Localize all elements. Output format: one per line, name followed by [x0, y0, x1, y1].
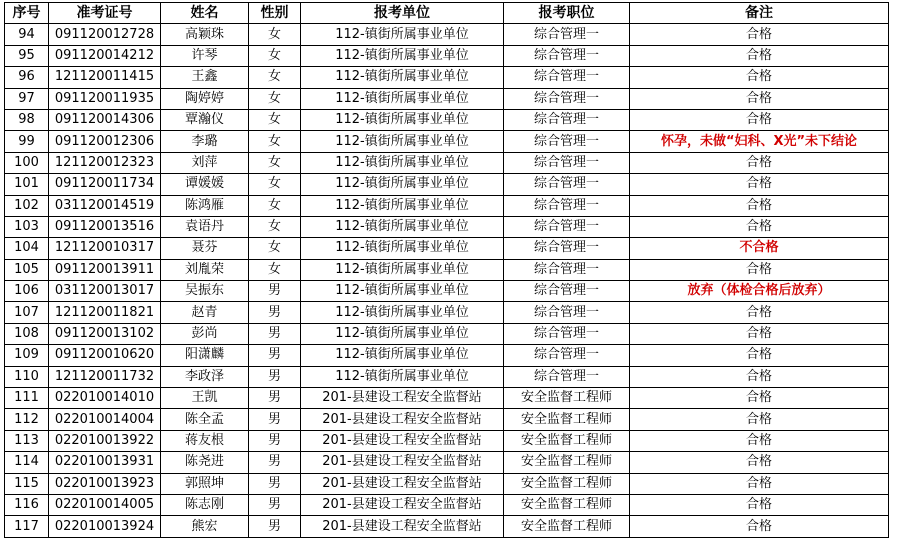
- cell-exam-id: 022010013931: [49, 452, 161, 473]
- cell-name: 陈全孟: [161, 409, 249, 430]
- cell-name: 赵青: [161, 302, 249, 323]
- cell-no: 101: [5, 174, 49, 195]
- table-row: [5, 473, 889, 494]
- cell-unit: 112-镇街所属事业单位: [301, 345, 504, 366]
- cell-gender: 女: [249, 67, 301, 88]
- cell-exam-id: 121120011415: [49, 67, 161, 88]
- table-row: [5, 109, 889, 130]
- cell-unit: 112-镇街所属事业单位: [301, 88, 504, 109]
- cell-gender: 女: [249, 195, 301, 216]
- header-gender: 性别: [249, 3, 301, 24]
- cell-remark: 合格: [630, 152, 889, 173]
- cell-unit: 112-镇街所属事业单位: [301, 67, 504, 88]
- cell-remark: 合格: [630, 366, 889, 387]
- cell-gender: 女: [249, 45, 301, 66]
- cell-no: 95: [5, 45, 49, 66]
- cell-unit: 112-镇街所属事业单位: [301, 302, 504, 323]
- cell-exam-id: 091120011734: [49, 174, 161, 195]
- cell-name: 阳潇麟: [161, 345, 249, 366]
- cell-name: 聂芬: [161, 238, 249, 259]
- cell-exam-id: 031120014519: [49, 195, 161, 216]
- cell-no: 106: [5, 281, 49, 302]
- cell-exam-id: 091120010620: [49, 345, 161, 366]
- cell-gender: 男: [249, 452, 301, 473]
- cell-remark: 合格: [630, 516, 889, 537]
- table-row: [5, 281, 889, 302]
- cell-position: 综合管理一: [504, 152, 630, 173]
- cell-gender: 男: [249, 516, 301, 537]
- cell-position: 安全监督工程师: [504, 388, 630, 409]
- cell-no: 108: [5, 323, 49, 344]
- table-row: [5, 323, 889, 344]
- cell-name: 覃瀚仪: [161, 109, 249, 130]
- cell-remark: 合格: [630, 195, 889, 216]
- cell-unit: 112-镇街所属事业单位: [301, 259, 504, 280]
- table-row: [5, 516, 889, 537]
- table-row: [5, 45, 889, 66]
- table-row: [5, 494, 889, 515]
- cell-position: 综合管理一: [504, 302, 630, 323]
- table-body: [5, 24, 889, 537]
- cell-unit: 201-县建设工程安全监督站: [301, 452, 504, 473]
- cell-unit: 112-镇街所属事业单位: [301, 131, 504, 152]
- cell-remark: 合格: [630, 67, 889, 88]
- header-exam-id: 准考证号: [49, 3, 161, 24]
- cell-name: 熊宏: [161, 516, 249, 537]
- cell-position: 安全监督工程师: [504, 452, 630, 473]
- table-row: [5, 152, 889, 173]
- cell-gender: 女: [249, 131, 301, 152]
- cell-exam-id: 091120014212: [49, 45, 161, 66]
- cell-remark: 怀孕，未做“妇科、X光”未下结论: [630, 131, 889, 152]
- cell-name: 陈尧进: [161, 452, 249, 473]
- cell-unit: 112-镇街所属事业单位: [301, 281, 504, 302]
- cell-exam-id: 091120013516: [49, 216, 161, 237]
- cell-exam-id: 121120012323: [49, 152, 161, 173]
- cell-no: 110: [5, 366, 49, 387]
- table-row: [5, 24, 889, 45]
- table-row: [5, 345, 889, 366]
- cell-gender: 女: [249, 216, 301, 237]
- cell-gender: 男: [249, 345, 301, 366]
- cell-no: 105: [5, 259, 49, 280]
- cell-no: 113: [5, 430, 49, 451]
- cell-unit: 201-县建设工程安全监督站: [301, 388, 504, 409]
- cell-position: 综合管理一: [504, 238, 630, 259]
- cell-unit: 112-镇街所属事业单位: [301, 238, 504, 259]
- table-row: [5, 409, 889, 430]
- cell-unit: 112-镇街所属事业单位: [301, 366, 504, 387]
- table-row: [5, 388, 889, 409]
- cell-position: 综合管理一: [504, 345, 630, 366]
- cell-remark: 合格: [630, 259, 889, 280]
- cell-gender: 女: [249, 109, 301, 130]
- cell-position: 安全监督工程师: [504, 494, 630, 515]
- cell-position: 综合管理一: [504, 131, 630, 152]
- cell-gender: 男: [249, 388, 301, 409]
- cell-position: 安全监督工程师: [504, 516, 630, 537]
- cell-no: 109: [5, 345, 49, 366]
- cell-remark: 合格: [630, 473, 889, 494]
- cell-unit: 112-镇街所属事业单位: [301, 195, 504, 216]
- cell-remark: 合格: [630, 323, 889, 344]
- results-table: [4, 2, 889, 538]
- cell-remark: 合格: [630, 109, 889, 130]
- cell-remark: 合格: [630, 216, 889, 237]
- cell-name: 刘胤荣: [161, 259, 249, 280]
- cell-gender: 女: [249, 88, 301, 109]
- cell-unit: 112-镇街所属事业单位: [301, 216, 504, 237]
- cell-position: 综合管理一: [504, 216, 630, 237]
- cell-position: 安全监督工程师: [504, 409, 630, 430]
- cell-gender: 男: [249, 323, 301, 344]
- table-row: [5, 88, 889, 109]
- cell-unit: 201-县建设工程安全监督站: [301, 409, 504, 430]
- header-remark: 备注: [630, 3, 889, 24]
- table-row: [5, 174, 889, 195]
- cell-name: 袁语丹: [161, 216, 249, 237]
- cell-gender: 男: [249, 281, 301, 302]
- cell-remark: 合格: [630, 452, 889, 473]
- cell-exam-id: 022010014010: [49, 388, 161, 409]
- table-row: [5, 131, 889, 152]
- cell-no: 112: [5, 409, 49, 430]
- cell-remark: 合格: [630, 302, 889, 323]
- cell-exam-id: 091120011935: [49, 88, 161, 109]
- cell-unit: 201-县建设工程安全监督站: [301, 473, 504, 494]
- table-row: [5, 452, 889, 473]
- table-row: [5, 259, 889, 280]
- cell-name: 郭照坤: [161, 473, 249, 494]
- cell-exam-id: 022010013923: [49, 473, 161, 494]
- header-no: 序号: [5, 3, 49, 24]
- header-unit: 报考单位: [301, 3, 504, 24]
- cell-gender: 男: [249, 430, 301, 451]
- cell-name: 许琴: [161, 45, 249, 66]
- cell-gender: 女: [249, 152, 301, 173]
- cell-gender: 女: [249, 259, 301, 280]
- cell-remark: 合格: [630, 24, 889, 45]
- cell-name: 蒋友根: [161, 430, 249, 451]
- cell-remark: 合格: [630, 494, 889, 515]
- cell-gender: 男: [249, 302, 301, 323]
- cell-position: 安全监督工程师: [504, 430, 630, 451]
- cell-unit: 201-县建设工程安全监督站: [301, 494, 504, 515]
- header-name: 姓名: [161, 3, 249, 24]
- cell-no: 117: [5, 516, 49, 537]
- cell-remark: 放弃（体检合格后放弃）: [630, 281, 889, 302]
- cell-name: 谭媛媛: [161, 174, 249, 195]
- results-sheet: [4, 2, 889, 538]
- cell-remark: 合格: [630, 430, 889, 451]
- table-row: [5, 302, 889, 323]
- cell-name: 彭尚: [161, 323, 249, 344]
- cell-name: 李璐: [161, 131, 249, 152]
- cell-no: 104: [5, 238, 49, 259]
- cell-gender: 女: [249, 24, 301, 45]
- cell-no: 114: [5, 452, 49, 473]
- cell-no: 100: [5, 152, 49, 173]
- cell-no: 96: [5, 67, 49, 88]
- cell-remark: 合格: [630, 409, 889, 430]
- cell-no: 116: [5, 494, 49, 515]
- cell-remark: 不合格: [630, 238, 889, 259]
- cell-exam-id: 031120013017: [49, 281, 161, 302]
- cell-unit: 112-镇街所属事业单位: [301, 24, 504, 45]
- cell-name: 李政泽: [161, 366, 249, 387]
- cell-name: 吴振东: [161, 281, 249, 302]
- cell-no: 97: [5, 88, 49, 109]
- cell-name: 王鑫: [161, 67, 249, 88]
- cell-unit: 112-镇街所属事业单位: [301, 174, 504, 195]
- header-row: [5, 3, 889, 24]
- cell-gender: 女: [249, 238, 301, 259]
- cell-exam-id: 022010013922: [49, 430, 161, 451]
- cell-remark: 合格: [630, 345, 889, 366]
- cell-exam-id: 022010014004: [49, 409, 161, 430]
- cell-position: 综合管理一: [504, 174, 630, 195]
- cell-position: 综合管理一: [504, 109, 630, 130]
- cell-exam-id: 121120010317: [49, 238, 161, 259]
- cell-exam-id: 091120012306: [49, 131, 161, 152]
- cell-gender: 男: [249, 366, 301, 387]
- cell-name: 高颖珠: [161, 24, 249, 45]
- cell-exam-id: 091120012728: [49, 24, 161, 45]
- table-row: [5, 238, 889, 259]
- cell-position: 综合管理一: [504, 24, 630, 45]
- cell-no: 99: [5, 131, 49, 152]
- cell-position: 综合管理一: [504, 259, 630, 280]
- cell-no: 115: [5, 473, 49, 494]
- cell-position: 安全监督工程师: [504, 473, 630, 494]
- cell-exam-id: 022010013924: [49, 516, 161, 537]
- cell-name: 王凯: [161, 388, 249, 409]
- table-row: [5, 67, 889, 88]
- header-position: 报考职位: [504, 3, 630, 24]
- cell-unit: 201-县建设工程安全监督站: [301, 430, 504, 451]
- cell-no: 103: [5, 216, 49, 237]
- cell-exam-id: 091120013911: [49, 259, 161, 280]
- cell-exam-id: 022010014005: [49, 494, 161, 515]
- cell-no: 107: [5, 302, 49, 323]
- cell-no: 102: [5, 195, 49, 216]
- cell-no: 98: [5, 109, 49, 130]
- cell-position: 综合管理一: [504, 88, 630, 109]
- cell-remark: 合格: [630, 88, 889, 109]
- cell-unit: 112-镇街所属事业单位: [301, 323, 504, 344]
- cell-position: 综合管理一: [504, 366, 630, 387]
- cell-name: 陈志刚: [161, 494, 249, 515]
- table-row: [5, 366, 889, 387]
- cell-remark: 合格: [630, 388, 889, 409]
- cell-remark: 合格: [630, 45, 889, 66]
- table-row: [5, 195, 889, 216]
- cell-exam-id: 121120011732: [49, 366, 161, 387]
- cell-exam-id: 091120014306: [49, 109, 161, 130]
- cell-no: 94: [5, 24, 49, 45]
- cell-position: 综合管理一: [504, 323, 630, 344]
- cell-position: 综合管理一: [504, 281, 630, 302]
- cell-remark: 合格: [630, 174, 889, 195]
- table-row: [5, 216, 889, 237]
- cell-unit: 112-镇街所属事业单位: [301, 45, 504, 66]
- cell-exam-id: 121120011821: [49, 302, 161, 323]
- cell-unit: 112-镇街所属事业单位: [301, 109, 504, 130]
- cell-gender: 男: [249, 494, 301, 515]
- cell-no: 111: [5, 388, 49, 409]
- cell-name: 刘萍: [161, 152, 249, 173]
- cell-gender: 男: [249, 473, 301, 494]
- cell-name: 陈鸿雁: [161, 195, 249, 216]
- cell-name: 陶婷婷: [161, 88, 249, 109]
- cell-position: 综合管理一: [504, 45, 630, 66]
- cell-position: 综合管理一: [504, 195, 630, 216]
- table-row: [5, 430, 889, 451]
- cell-unit: 112-镇街所属事业单位: [301, 152, 504, 173]
- cell-gender: 男: [249, 409, 301, 430]
- cell-unit: 201-县建设工程安全监督站: [301, 516, 504, 537]
- cell-gender: 女: [249, 174, 301, 195]
- cell-position: 综合管理一: [504, 67, 630, 88]
- cell-exam-id: 091120013102: [49, 323, 161, 344]
